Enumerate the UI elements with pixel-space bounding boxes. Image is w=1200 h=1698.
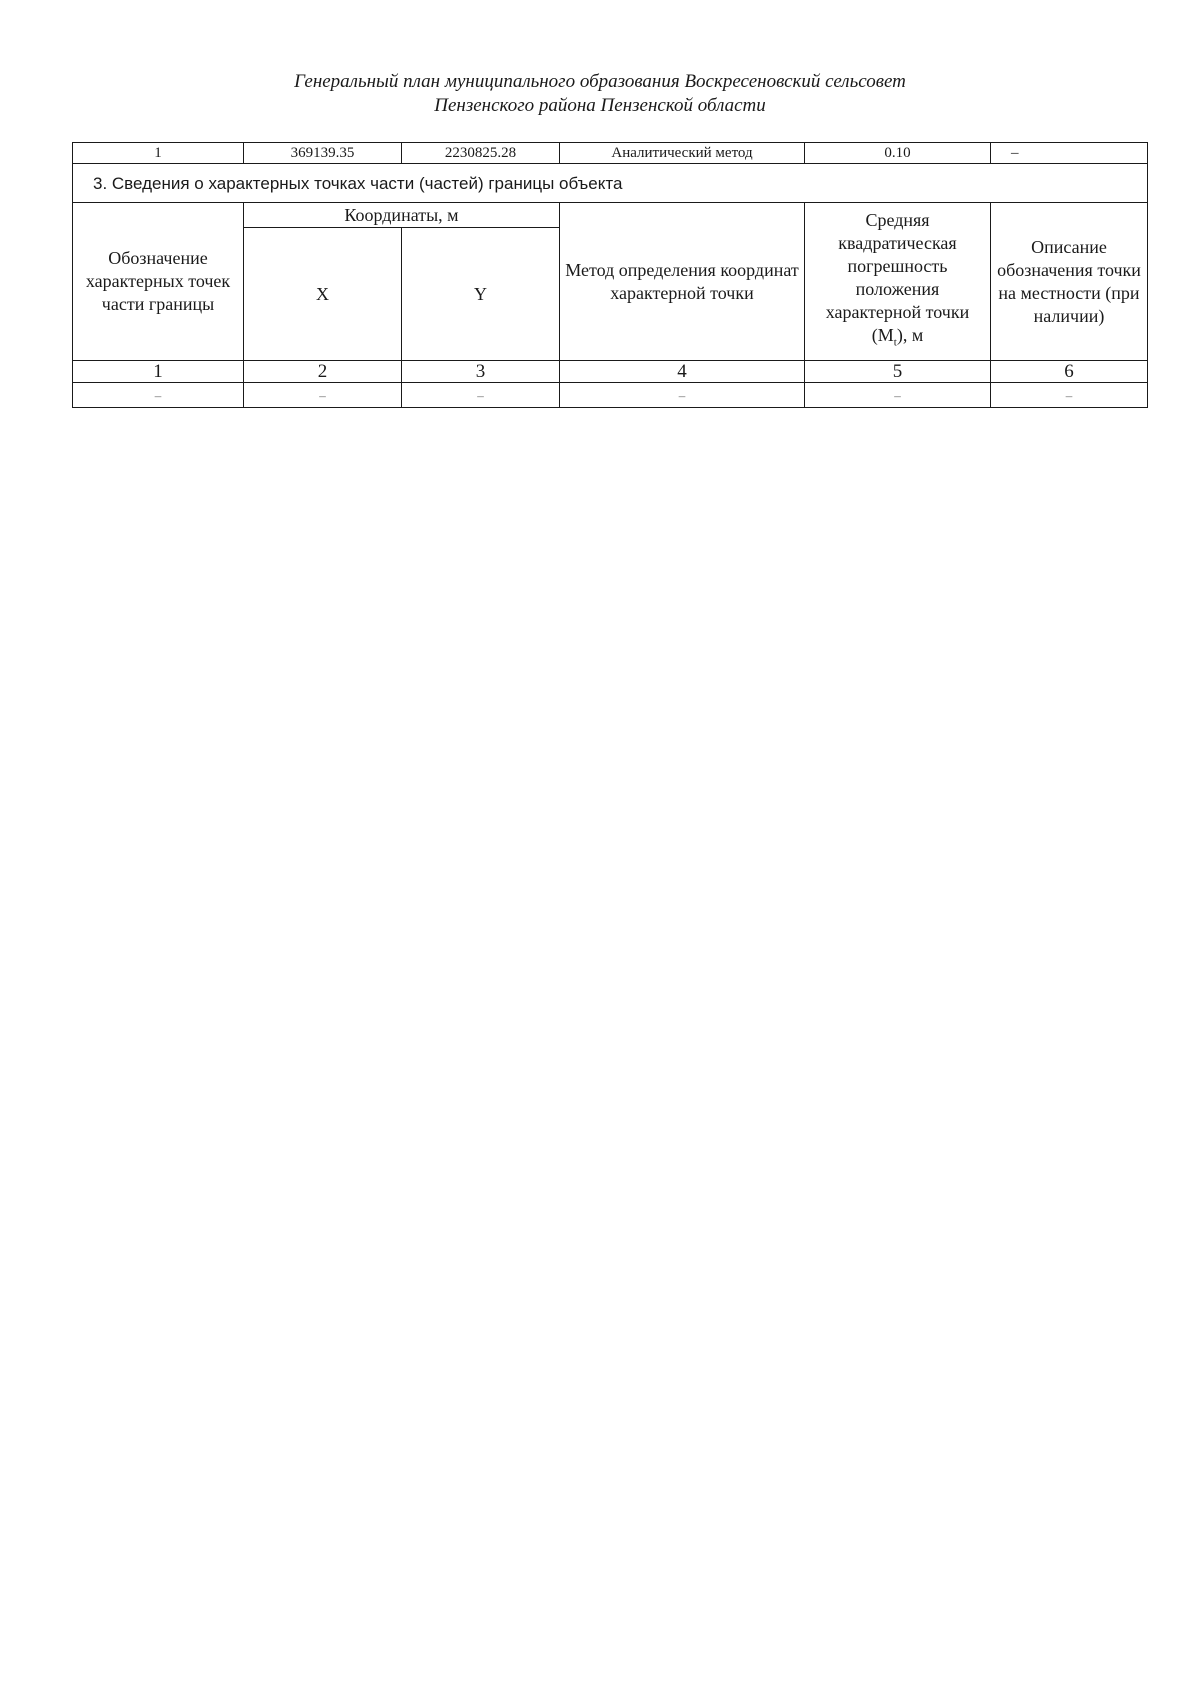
page-header [0,70,1200,118]
column-number: 5 [805,361,991,383]
empty-cell: – [244,383,402,408]
column-numbers-row [73,361,1148,383]
empty-cell: – [805,383,991,408]
header-mean-error-subscript: t [893,336,897,349]
column-number: 1 [73,361,244,383]
cell-error: 0.10 [805,143,991,164]
cell-x-value: 369139.35 [244,143,402,164]
header-y: Y [402,228,560,361]
header-line-1: Генеральный план муниципального образования Воскресеновский сельсовет [294,71,906,92]
cell-description: – [991,143,1148,164]
header-method: Метод определения координат характерной точки [560,203,805,361]
header-mean-error-text: Средняя квадратическая погрешность положения характерной точки (M [825,209,970,345]
cell-method: Аналитический метод [560,143,805,164]
column-number: 3 [402,361,560,383]
header-point-designation: Обозначение характерных точек части границы [73,203,244,361]
boundary-points-table [72,142,1148,408]
empty-cell: – [560,383,805,408]
table-header-row-1 [73,203,1148,228]
header-coordinates: Координаты, м [244,203,560,228]
empty-cell: – [991,383,1148,408]
column-number: 2 [244,361,402,383]
header-description: Описание обозначения точки на местности (при наличии) [991,203,1148,361]
empty-cell: – [73,383,244,408]
cell-point-number: 1 [73,143,244,164]
empty-cell: – [402,383,560,408]
table-row-previous-point [73,143,1148,164]
cell-y-value: 2230825.28 [402,143,560,164]
column-number: 4 [560,361,805,383]
section-title: 3. Сведения о характерных точках части (частей) границы объекта [73,164,1148,203]
header-x: X [244,228,402,361]
section-title-row [73,164,1148,203]
table-row [73,383,1148,408]
header-mean-error [805,203,991,361]
column-number: 6 [991,361,1148,383]
header-line-2: Пензенского района Пензенской области [434,95,766,116]
header-mean-error-unit: ), м [896,324,924,345]
